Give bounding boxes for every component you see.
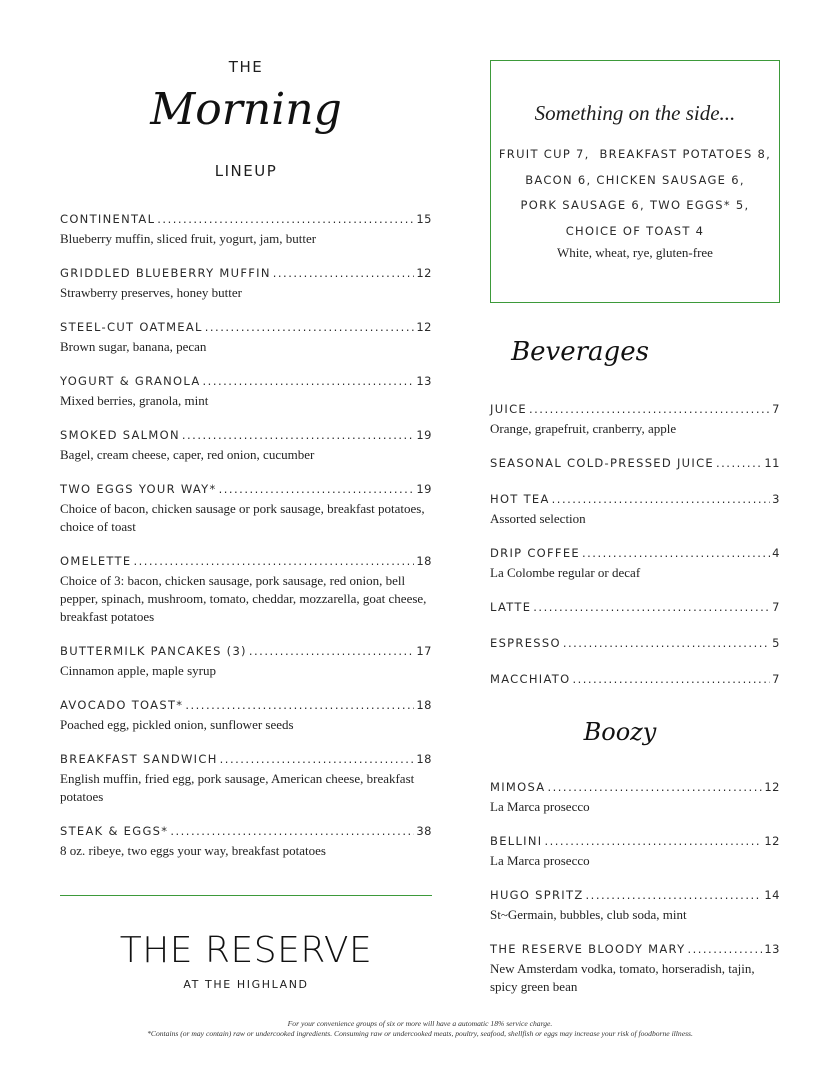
menu-item-row	[490, 600, 780, 618]
header-the: THE	[228, 58, 264, 76]
menu-item-name: STEEL-CUT OATMEAL	[60, 320, 203, 334]
menu-item	[60, 482, 432, 536]
menu-item-description: Mixed berries, granola, mint	[60, 393, 209, 408]
menu-item-name: YOGURT & GRANOLA	[60, 374, 201, 388]
menu-item	[490, 546, 780, 582]
menu-item-description: Choice of bacon, chicken sausage or pork sausage, breakfast potatoes, choice of toast	[60, 501, 425, 534]
menu-item-price: 7	[772, 402, 780, 416]
menu-item-description: Choice of 3: bacon, chicken sausage, pork sausage, red onion, bell pepper, spinach, mushroom, tomato, cheddar, mozzarella, goat cheese, breakfast potatoes	[60, 573, 427, 624]
menu-item-price: 11	[764, 456, 780, 470]
brand-subtitle: AT THE HIGHLAND	[183, 978, 309, 991]
dot-leader	[220, 752, 415, 766]
menu-item-description: Poached egg, pickled onion, sunflower seeds	[60, 717, 294, 732]
menu-item	[60, 428, 432, 464]
menu-item-name: DRIP COFFEE	[490, 546, 580, 560]
menu-item-description: St~Germain, bubbles, club soda, mint	[490, 907, 687, 922]
menu-item	[60, 554, 432, 626]
header-script-title: Morning	[150, 84, 342, 135]
menu-item-name: AVOCADO TOAST*	[60, 698, 184, 712]
dot-leader	[586, 888, 763, 902]
sides-line: CHOICE OF TOAST 4	[565, 223, 705, 238]
menu-item-row	[60, 212, 432, 230]
menu-item	[490, 600, 780, 618]
dot-leader	[203, 374, 415, 388]
dot-leader	[529, 402, 770, 416]
brand-logo: THE RESERVE	[119, 930, 373, 971]
menu-item-name: BELLINI	[490, 834, 543, 848]
menu-item-description: La Marca prosecco	[490, 853, 590, 868]
sides-list	[491, 142, 779, 244]
service-charge-note: For your convenience groups of six or more will have a automatic 18% service charge.	[287, 1019, 553, 1028]
menu-item	[490, 402, 780, 438]
menu-item-name: LATTE	[490, 600, 532, 614]
menu-item-description: English muffin, fried egg, pork sausage, American cheese, breakfast potatoes	[60, 771, 415, 804]
menu-item	[60, 212, 432, 248]
dot-leader	[547, 780, 762, 794]
sides-line: FRUIT CUP 7, BREAKFAST POTATOES 8,	[498, 147, 772, 161]
dot-leader	[205, 320, 415, 334]
menu-item-description: Orange, grapefruit, cranberry, apple	[490, 421, 677, 436]
menu-item-row	[60, 428, 432, 446]
menu-item-name: HUGO SPRITZ	[490, 888, 584, 902]
dot-leader	[133, 554, 414, 568]
menu-item	[490, 636, 780, 654]
menu-item-row	[490, 672, 780, 690]
menu-item-row	[60, 482, 432, 500]
sides-line: BACON 6, CHICKEN SAUSAGE 6,	[525, 172, 745, 187]
menu-item-row	[490, 456, 780, 474]
sides-box	[490, 60, 780, 303]
menu-item-description: Strawberry preserves, honey butter	[60, 285, 242, 300]
menu-item-name: TWO EGGS YOUR WAY*	[60, 482, 217, 496]
menu-item-name: BUTTERMILK PANCAKES (3)	[60, 644, 247, 658]
menu-item-price: 18	[416, 752, 432, 766]
menu-item-name: JUICE	[490, 402, 527, 416]
dot-leader	[582, 546, 770, 560]
menu-item-row	[490, 546, 780, 564]
menu-item-name: MIMOSA	[490, 780, 546, 794]
menu-item-description: Brown sugar, banana, pecan	[60, 339, 207, 354]
menu-item-row	[490, 402, 780, 420]
menu-item	[490, 942, 780, 996]
dot-leader	[273, 266, 415, 280]
menu-item	[490, 780, 780, 816]
menu-item-name: STEAK & EGGS*	[60, 824, 169, 838]
dot-leader	[533, 600, 770, 614]
menu-item	[60, 824, 432, 860]
menu-item-row	[60, 824, 432, 842]
menu-item-name: MACCHIATO	[490, 672, 571, 686]
menu-item-price: 3	[772, 492, 780, 506]
menu-item-price: 12	[764, 834, 780, 848]
beverages-title: Beverages	[511, 337, 649, 367]
menu-item-row	[60, 752, 432, 770]
beverages-menu	[490, 402, 780, 708]
menu-item	[60, 644, 432, 680]
dot-leader	[157, 212, 414, 226]
menu-item-name: ESPRESSO	[490, 636, 561, 650]
menu-item-price: 17	[416, 644, 432, 658]
menu-item	[490, 492, 780, 528]
menu-item-description: Blueberry muffin, sliced fruit, yogurt, jam, butter	[60, 231, 317, 246]
menu-item	[60, 698, 432, 734]
divider	[60, 895, 432, 896]
menu-item-price: 7	[772, 600, 780, 614]
menu-item-price: 18	[416, 554, 432, 568]
dot-leader	[563, 636, 770, 650]
dot-leader	[552, 492, 771, 506]
menu-item	[60, 266, 432, 302]
menu-item-description: 8 oz. ribeye, two eggs your way, breakfast potatoes	[60, 843, 326, 858]
menu-item-row	[60, 374, 432, 392]
menu-item-row	[490, 834, 780, 852]
sides-line: PORK SAUSAGE 6, TWO EGGS* 5,	[520, 198, 750, 212]
menu-item	[490, 456, 780, 474]
menu-item-description: La Marca prosecco	[490, 799, 590, 814]
menu-item-row	[490, 636, 780, 654]
dot-leader	[716, 456, 762, 470]
menu-item-row	[490, 942, 780, 960]
menu-item	[60, 752, 432, 806]
menu-item-name: BREAKFAST SANDWICH	[60, 752, 218, 766]
menu-item-price: 12	[764, 780, 780, 794]
menu-item-name: HOT TEA	[490, 492, 550, 506]
menu-item-price: 14	[764, 888, 780, 902]
menu-item-name: GRIDDLED BLUEBERRY MUFFIN	[60, 266, 271, 280]
menu-item-row	[60, 644, 432, 662]
menu-item	[490, 834, 780, 870]
menu-item	[60, 374, 432, 410]
menu-item-row	[60, 266, 432, 284]
sides-note: White, wheat, rye, gluten-free	[557, 245, 713, 260]
dot-leader	[544, 834, 762, 848]
menu-item-row	[60, 698, 432, 716]
dot-leader	[170, 824, 414, 838]
menu-item	[60, 320, 432, 356]
menu-item	[490, 672, 780, 690]
menu-item-name: THE RESERVE BLOODY MARY	[490, 942, 686, 956]
header-lineup: LINEUP	[214, 162, 278, 180]
menu-item-description: La Colombe regular or decaf	[490, 565, 641, 580]
dot-leader	[572, 672, 770, 686]
menu-item-name: CONTINENTAL	[60, 212, 156, 226]
menu-item-row	[490, 780, 780, 798]
menu-item-price: 15	[416, 212, 432, 226]
menu-item-price: 13	[416, 374, 432, 388]
food-safety-note: *Contains (or may contain) raw or undercooked ingredients. Consuming raw or undercooked meats, poultry, seafood, shellfish or eggs may increase your risk of foodborne illness.	[147, 1029, 693, 1038]
menu-item-price: 18	[416, 698, 432, 712]
menu-item-description: Cinnamon apple, maple syrup	[60, 663, 216, 678]
breakfast-menu	[60, 212, 432, 878]
dot-leader	[219, 482, 415, 496]
dot-leader	[182, 428, 415, 442]
menu-item-row	[60, 554, 432, 572]
menu-item-price: 13	[764, 942, 780, 956]
menu-item-name: SMOKED SALMON	[60, 428, 180, 442]
menu-item-description: Bagel, cream cheese, caper, red onion, cucumber	[60, 447, 315, 462]
menu-item-price: 7	[772, 672, 780, 686]
menu-item-price: 12	[416, 266, 432, 280]
menu-item-price: 4	[772, 546, 780, 560]
menu-item-price: 5	[772, 636, 780, 650]
menu-item-name: OMELETTE	[60, 554, 132, 568]
menu-item-price: 19	[416, 428, 432, 442]
menu-item-price: 38	[416, 824, 432, 838]
menu-item-price: 19	[416, 482, 432, 496]
menu-item	[490, 888, 780, 924]
menu-item-row	[490, 492, 780, 510]
menu-item-description: Assorted selection	[490, 511, 586, 526]
boozy-menu	[490, 780, 780, 1014]
menu-item-price: 12	[416, 320, 432, 334]
dot-leader	[185, 698, 414, 712]
menu-item-row	[60, 320, 432, 338]
sides-title: Something on the side...	[534, 101, 736, 125]
menu-item-row	[490, 888, 780, 906]
boozy-title: Boozy	[583, 718, 657, 746]
menu-item-name: SEASONAL COLD-PRESSED JUICE	[490, 456, 714, 470]
dot-leader	[249, 644, 415, 658]
dot-leader	[687, 942, 762, 956]
menu-item-description: New Amsterdam vodka, tomato, horseradish, tajin, spicy green bean	[490, 961, 755, 994]
